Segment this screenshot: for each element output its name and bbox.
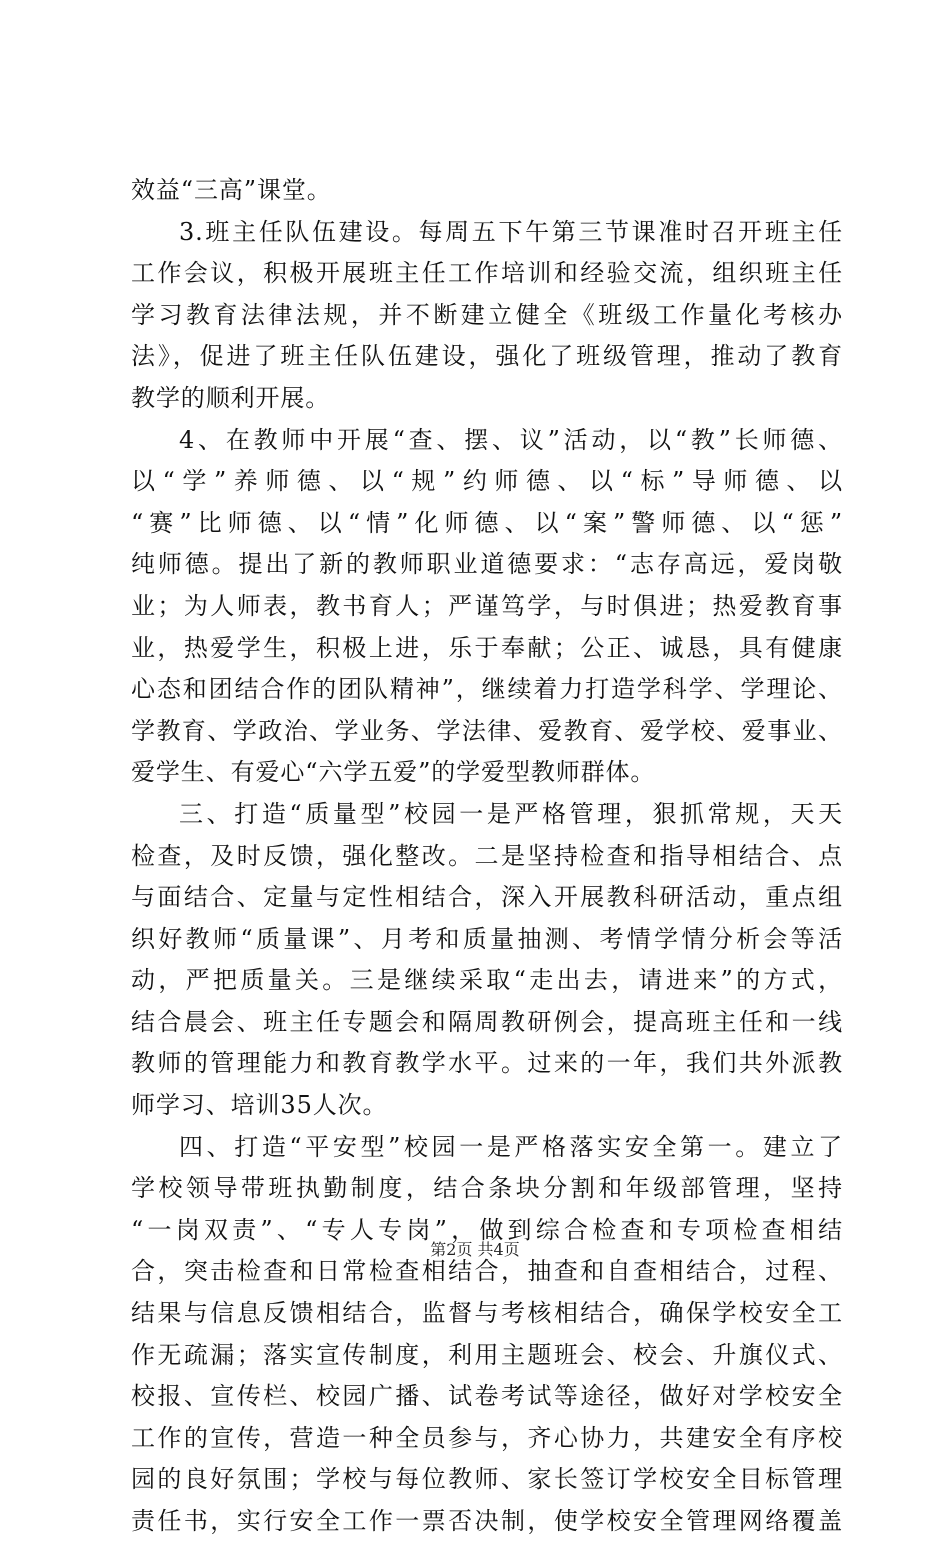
document-body — [131, 170, 843, 1543]
text-line: 合，突击检查和日常检查相结合，抽查和自查相结合，过程、 — [131, 1257, 843, 1286]
text-line: 3.班主任队伍建设。每周五下午第三节课准时召开班主任 — [179, 217, 843, 246]
text-line: 动，严把质量关。三是继续采取“走出去，请进来”的方式， — [131, 966, 843, 995]
text-line: “一岗双责”、“专人专岗”，做到综合检查和专项检查相结 — [131, 1215, 843, 1244]
text-line: 业，热爱学生，积极上进，乐于奉献；公正、诚恳，具有健康 — [131, 633, 843, 662]
text-line: 学教育、学政治、学业务、学法律、爱教育、爱学校、爱事业、 — [131, 716, 843, 745]
text-line: 法》，促进了班主任队伍建设，强化了班级管理，推动了教育 — [131, 342, 843, 371]
text-line: 校报、宣传栏、校园广播、试卷考试等途径，做好对学校安全 — [131, 1382, 843, 1411]
text-line: 教师的管理能力和教育教学水平。过来的一年，我们共外派教 — [131, 1049, 843, 1078]
text-line: 心态和团结合作的团队精神”，继续着力打造学科学、学理论、 — [131, 675, 843, 704]
text-line: 学习教育法律法规，并不断建立健全《班级工作量化考核办 — [131, 300, 843, 329]
text-line: 工作会议，积极开展班主任工作培训和经验交流，组织班主任 — [131, 259, 843, 288]
text-line: 业；为人师表，教书育人；严谨笃学，与时俱进；热爱教育事 — [131, 591, 843, 620]
text-line: 教学的顺利开展。 — [131, 383, 331, 412]
text-line: 园的良好氛围；学校与每位教师、家长签订学校安全目标管理 — [131, 1465, 843, 1494]
page-footer: 第2页 共4页 — [430, 1240, 520, 1259]
text-line: 检查，及时反馈，强化整改。二是坚持检查和指导相结合、点 — [131, 841, 843, 870]
text-line: 学校领导带班执勤制度，结合条块分割和年级部管理，坚持 — [131, 1174, 843, 1203]
text-line: 织好教师“质量课”、月考和质量抽测、考情学情分析会等活 — [131, 924, 843, 953]
text-line: 责任书，实行安全工作一票否决制，使学校安全管理网络覆盖 — [131, 1507, 843, 1535]
text-line: 作无疏漏；落实宣传制度，利用主题班会、校会、升旗仪式、 — [131, 1340, 843, 1369]
text-line: 师学习、培训35人次。 — [131, 1091, 388, 1120]
text-line: 4、在教师中开展“查、摆、议”活动，以“教”长师德、 — [179, 425, 843, 454]
text-line: 效益“三高”课堂。 — [131, 176, 332, 204]
text-line: 结果与信息反馈相结合，监督与考核相结合，确保学校安全工 — [131, 1299, 843, 1328]
text-line: 以“学”养师德、以“规”约师德、以“标”导师德、以 — [131, 467, 843, 496]
text-line: 三、打造“质量型”校园一是严格管理，狠抓常规，天天 — [179, 799, 843, 828]
text-line: 结合晨会、班主任专题会和隔周教研例会，提高班主任和一线 — [131, 1007, 843, 1036]
text-line: 与面结合、定量与定性相结合，深入开展教科研活动，重点组 — [131, 883, 843, 912]
text-line: 工作的宣传，营造一种全员参与，齐心协力，共建安全有序校 — [131, 1423, 843, 1452]
text-line: 爱学生、有爱心“六学五爱”的学爱型教师群体。 — [131, 758, 656, 787]
text-line: “赛”比师德、以“情”化师德、以“案”警师德、以“惩” — [131, 508, 843, 537]
text-line: 四、打造“平安型”校园一是严格落实安全第一。建立了 — [179, 1132, 843, 1161]
text-line: 纯师德。提出了新的教师职业道德要求：“志存高远，爱岗敬 — [131, 550, 843, 579]
